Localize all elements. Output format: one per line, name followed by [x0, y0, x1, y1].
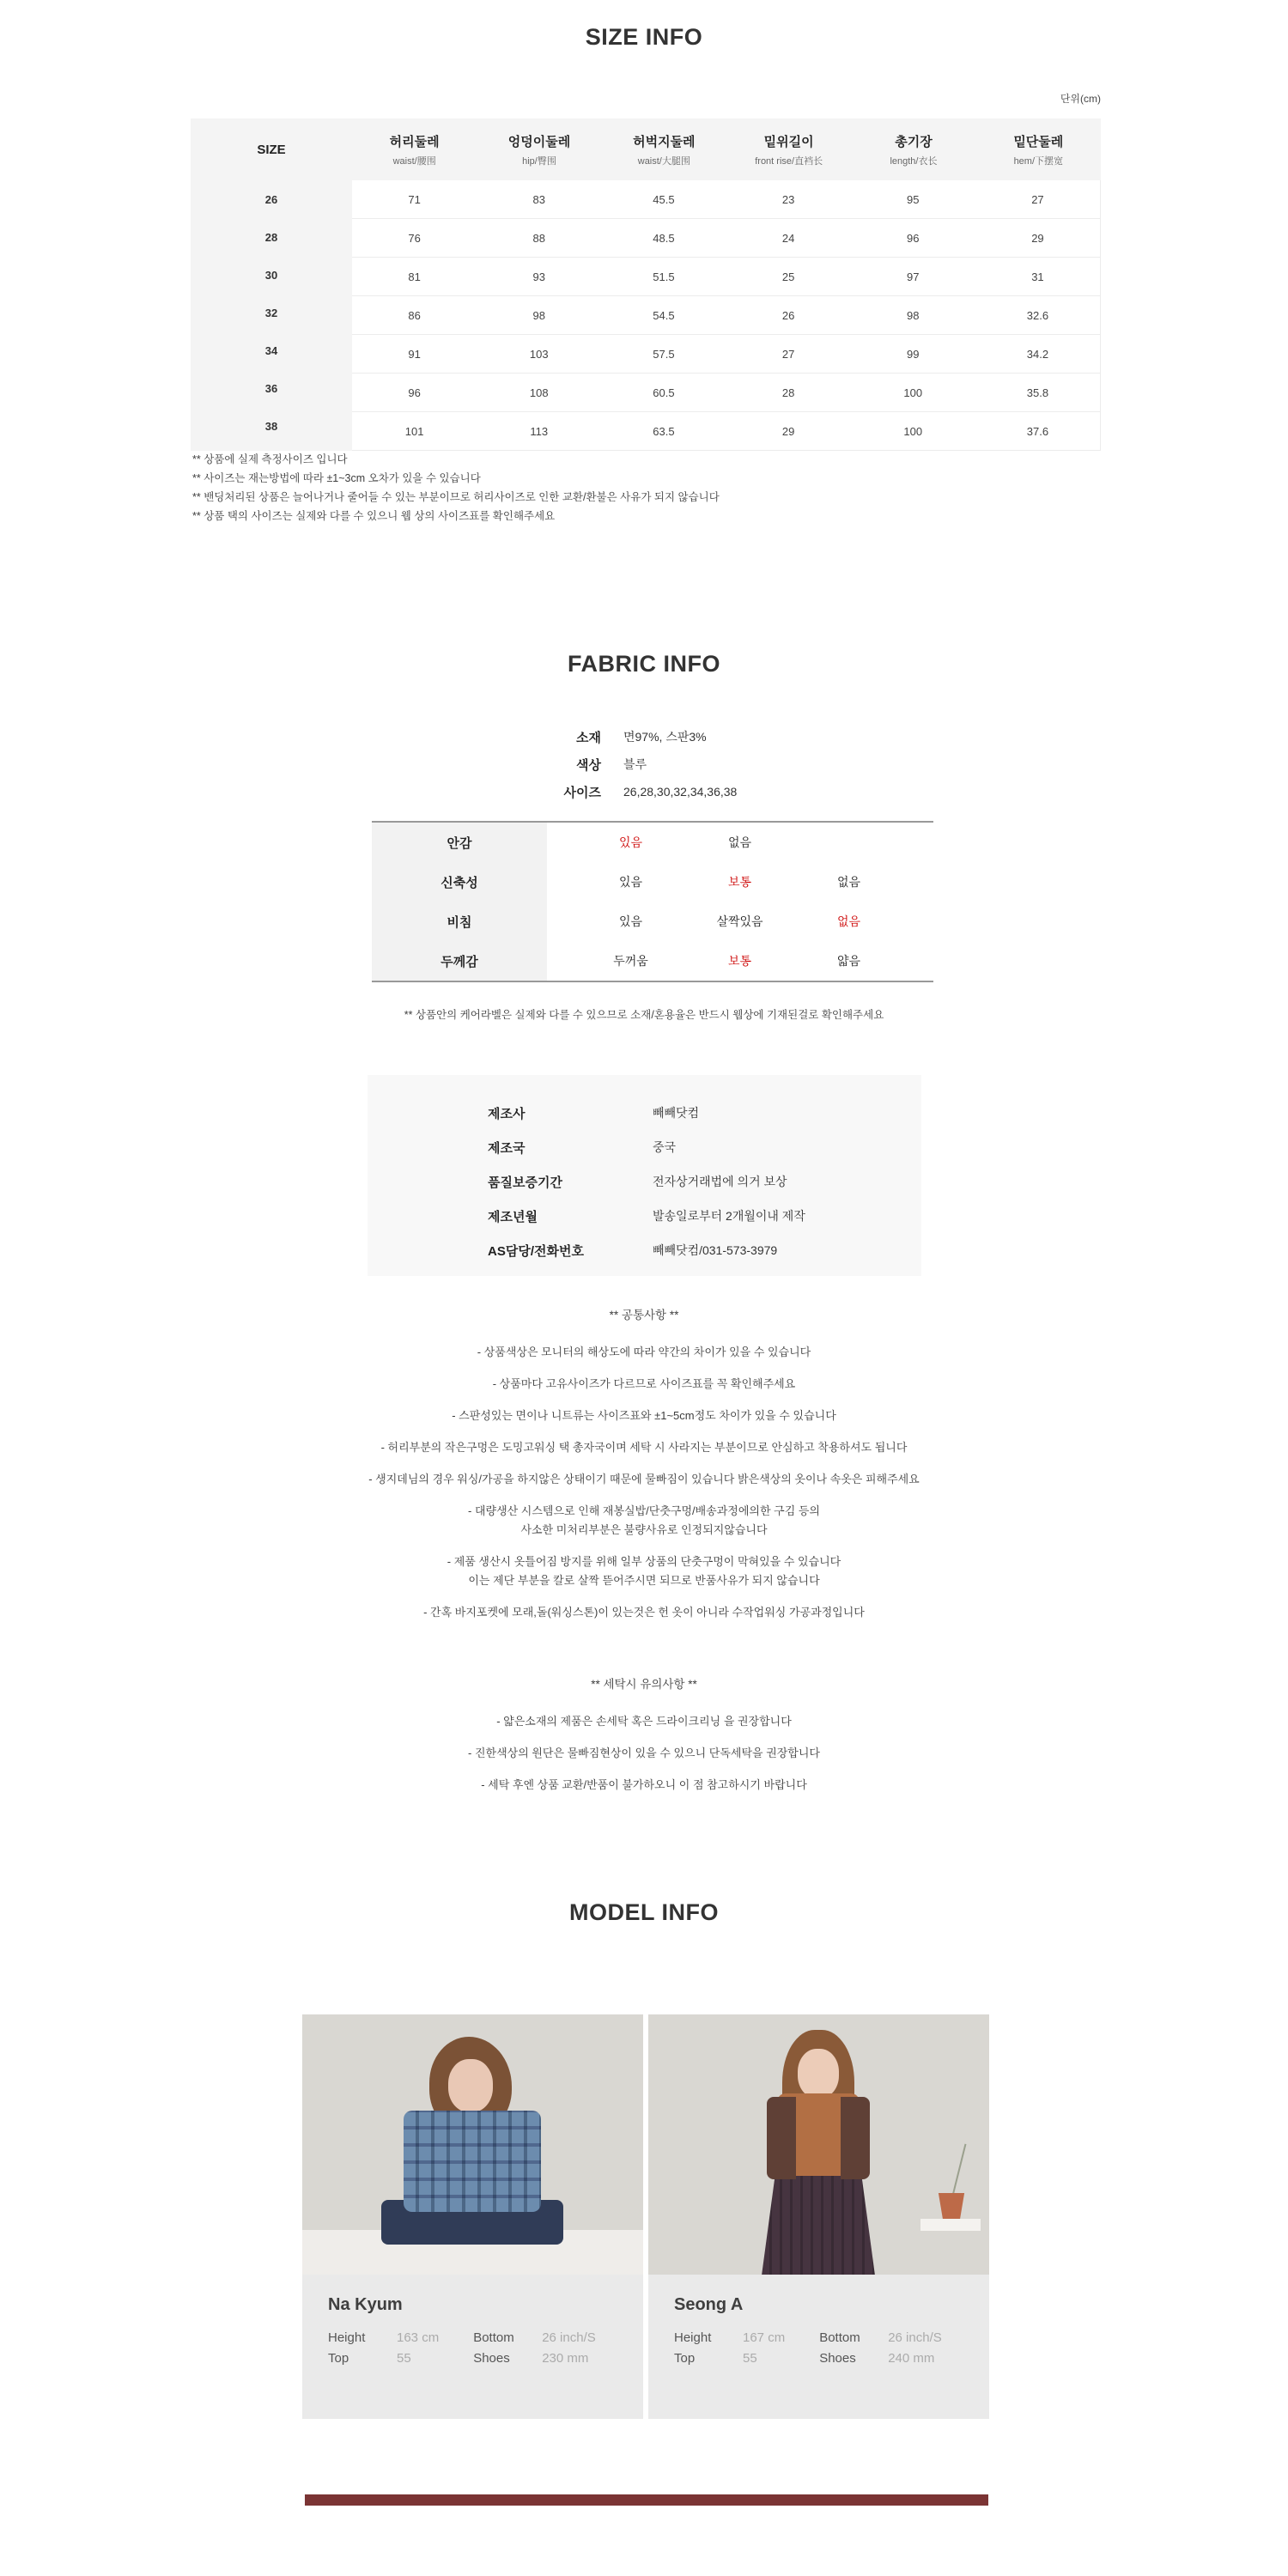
washing-notes-lines: [0, 1712, 1288, 1795]
column-header-korean: 밑위길이: [763, 134, 814, 149]
size-note-line: ** 상품 택의 사이즈는 실제와 다를 수 있으니 웹 상의 사이즈표를 확인해주세요: [192, 510, 556, 522]
washing-note-line: - 세탁 후엔 상품 교환/반품이 불가하오니 이 점 참고하시기 바랍니다: [481, 1778, 807, 1791]
fabric-spec-value: 26,28,30,32,34,36,38: [623, 785, 738, 799]
size-value-cell: 103: [529, 347, 549, 361]
size-value-cell: 93: [532, 270, 545, 283]
photo-face: [448, 2059, 493, 2112]
fabric-spec-label: 사이즈: [563, 785, 601, 800]
common-note-group: [0, 1343, 1288, 1362]
common-note-line: - 간혹 바지포켓에 모래,돌(워싱스톤)이 있는것은 헌 옷이 아니라 수작업워싱 가공과정입니다: [423, 1606, 865, 1619]
size-column-header: [352, 118, 477, 180]
stat-label: Bottom: [473, 2330, 514, 2345]
size-column-header: [602, 118, 726, 180]
size-value-cell: 31: [1031, 270, 1044, 283]
column-header-korean: 허리둘레: [389, 134, 440, 149]
manufacturer-row: [368, 1096, 921, 1130]
fabric-property-option: 없음: [836, 914, 861, 928]
model-photo-right: [648, 2014, 989, 2275]
size-table: [191, 118, 1101, 451]
common-note-line: 사소한 미처리부분은 불량사유로 인정되지않습니다: [520, 1523, 768, 1536]
size-value-cell: 83: [532, 192, 545, 206]
stat-label: Bottom: [819, 2330, 860, 2345]
size-value-cell: 57.5: [653, 347, 675, 361]
size-cell: 30: [264, 268, 278, 282]
fabric-spec-row: [361, 750, 737, 778]
fabric-property-option: 없음: [727, 835, 752, 849]
common-note-line: - 허리부분의 작은구멍은 도밍고워싱 택 총자국이며 세탁 시 사라지는 부분이므로 안심하고 착용하셔도 됩니다: [380, 1441, 908, 1454]
photo-vest: [767, 2097, 870, 2179]
size-value-cell: 28: [781, 386, 795, 399]
column-header-sub: waist/大腿围: [637, 155, 690, 167]
size-cell: 38: [264, 419, 278, 433]
size-value-cell: 23: [781, 192, 795, 206]
washing-note-line: - 진한색상의 원단은 물빠짐현상이 있을 수 있으니 단독세탁을 권장합니다: [468, 1747, 820, 1759]
size-value-cell: 32.6: [1026, 308, 1049, 322]
fabric-spec-row: [361, 723, 737, 750]
fabric-property-option: 두꺼움: [613, 954, 648, 968]
size-value-cell: 98: [532, 308, 545, 322]
size-value-cell: 96: [907, 231, 920, 245]
model-stats: [674, 2330, 989, 2366]
fabric-property-options: [547, 941, 933, 981]
model-stats: [328, 2330, 643, 2366]
fabric-specs: [361, 723, 737, 805]
washing-notes-title: ** 세탁시 유의사항 **: [591, 1678, 697, 1691]
column-header-korean: 엉덩이둘레: [507, 134, 571, 149]
manufacturer-row: [368, 1164, 921, 1199]
size-value-cell: 37.6: [1026, 424, 1049, 438]
model-card-left: [302, 2014, 643, 2419]
size-table-row: [352, 219, 1100, 258]
washing-note-group: [0, 1776, 1288, 1795]
size-value-cell: 26: [781, 308, 795, 322]
manufacturer-value: 전자상거래법에 의거 보상: [653, 1175, 787, 1188]
common-notes-section: [0, 1305, 1288, 1635]
column-header-korean: 허벅지둘레: [633, 134, 696, 149]
fabric-property-option: 있음: [618, 914, 643, 928]
fabric-property-option: 있음: [618, 835, 643, 849]
column-header-korean: 밑단둘레: [1013, 134, 1064, 149]
unit-label: 단위(cm): [1060, 93, 1101, 105]
common-note-line: - 대량생산 시스템으로 인해 재봉실밥/단춧구멍/배송과정에의한 구김 등의: [468, 1504, 820, 1517]
common-note-line: - 스판성있는 면이나 니트류는 사이즈표와 ±1~5cm정도 차이가 있을 수 있습니다: [452, 1409, 836, 1422]
stat-value: 26 inch/S: [542, 2330, 596, 2345]
column-header-sub: waist/腰围: [392, 155, 436, 167]
manufacturer-label: 품질보증기간: [488, 1175, 562, 1190]
size-value-cell: 27: [781, 347, 795, 361]
stat-value: 55: [743, 2351, 757, 2366]
size-value-cell: 91: [408, 347, 421, 361]
fabric-property-option: 없음: [836, 875, 861, 889]
column-header-korean: 총기장: [895, 134, 933, 149]
size-value-cell: 108: [529, 386, 549, 399]
manufacturer-row: [368, 1130, 921, 1164]
size-value-cell: 100: [903, 386, 923, 399]
size-table-row: [352, 374, 1100, 412]
fabric-property-row: [372, 941, 933, 981]
fabric-note: ** 상품안의 케어라벨은 실제와 다를 수 있으므로 소재/혼용율은 반드시 웹상에 기재된걸로 확인해주세요: [404, 1009, 884, 1021]
fabric-property-option: 보통: [727, 954, 752, 968]
column-header-sub: hip/臀围: [522, 155, 556, 167]
common-note-group: [0, 1552, 1288, 1590]
common-note-line: - 생지데님의 경우 워싱/가공을 하지않은 상태이기 때문에 물빠짐이 있습니다 밝은색상의 옷이나 속옷은 피해주세요: [368, 1473, 920, 1485]
washing-note-group: [0, 1712, 1288, 1731]
size-column-header: [726, 118, 851, 180]
size-column-header: [851, 118, 975, 180]
size-table-row: [352, 412, 1100, 451]
stat-label: Shoes: [473, 2351, 510, 2366]
size-table-row: [352, 296, 1100, 335]
fabric-property-table: [372, 821, 933, 982]
size-table-rows: [352, 180, 1101, 451]
size-value-cell: 96: [408, 386, 421, 399]
section-divider-bar: [305, 2494, 988, 2506]
size-value-cell: 35.8: [1026, 386, 1049, 399]
column-header-korean: SIZE: [257, 142, 286, 157]
size-column: [191, 180, 352, 451]
common-note-group: [0, 1470, 1288, 1489]
fabric-property-label: 신축성: [372, 862, 547, 902]
stat-label: Top: [674, 2351, 696, 2366]
size-table-header: [191, 118, 1101, 180]
washing-notes-section: [0, 1674, 1288, 1807]
size-column-header: [477, 118, 601, 180]
photo-skirt: [762, 2174, 875, 2275]
stat-label: Shoes: [819, 2351, 856, 2366]
fabric-property-row: [372, 902, 933, 941]
model-photo-left: [302, 2014, 643, 2275]
common-note-line: 이는 제단 부분을 칼로 살짝 뜯어주시면 되므로 반품사유가 되지 않습니다: [468, 1574, 820, 1587]
size-value-cell: 88: [532, 231, 545, 245]
washing-note-group: [0, 1744, 1288, 1763]
size-column-header: [191, 118, 352, 180]
size-value-cell: 27: [1031, 192, 1044, 206]
fabric-spec-label: 색상: [576, 757, 601, 773]
size-value-cell: 45.5: [653, 192, 675, 206]
manufacturer-label: 제조사: [488, 1106, 526, 1121]
fabric-property-options: [547, 862, 933, 902]
size-value-cell: 97: [907, 270, 920, 283]
size-cell: 28: [264, 230, 278, 244]
manufacturer-value: 빼빼닷컴: [653, 1106, 700, 1120]
size-value-cell: 48.5: [653, 231, 675, 245]
size-value-cell: 95: [907, 192, 920, 206]
manufacturer-row: [368, 1233, 921, 1267]
photo-pot: [936, 2193, 967, 2219]
common-note-group: [0, 1502, 1288, 1540]
stat-label: Top: [328, 2351, 349, 2366]
stat-value: 163 cm: [397, 2330, 440, 2345]
size-column-header: [976, 118, 1101, 180]
manufacturer-value: 발송일로부터 2개월이내 제작: [653, 1209, 805, 1223]
model-name: Na Kyum: [328, 2295, 403, 2314]
size-table-body: [191, 180, 1101, 451]
size-cell: 26: [264, 192, 278, 206]
stat-value: 26 inch/S: [888, 2330, 942, 2345]
model-info-title: MODEL INFO: [568, 1899, 719, 1925]
photo-plaid-top: [404, 2111, 541, 2212]
size-value-cell: 99: [907, 347, 920, 361]
size-value-cell: 98: [907, 308, 920, 322]
size-value-cell: 71: [408, 192, 421, 206]
size-table-row: [352, 180, 1100, 219]
size-cell: 36: [264, 381, 278, 395]
common-notes-lines: [0, 1343, 1288, 1622]
stat-value: 240 mm: [888, 2351, 935, 2366]
common-note-group: [0, 1603, 1288, 1622]
size-value-cell: 101: [404, 424, 424, 438]
manufacturer-label: 제조년월: [488, 1209, 538, 1224]
size-value-cell: 51.5: [653, 270, 675, 283]
fabric-property-option: 보통: [727, 875, 752, 889]
stat-value: 55: [397, 2351, 411, 2366]
size-value-cell: 60.5: [653, 386, 675, 399]
manufacturer-row: [368, 1199, 921, 1233]
fabric-property-label: 안감: [372, 823, 547, 862]
size-value-cell: 76: [408, 231, 421, 245]
fabric-spec-value: 면97%, 스판3%: [623, 730, 707, 744]
common-notes-title: ** 공통사항 **: [609, 1309, 679, 1321]
stat-label: Height: [328, 2330, 366, 2345]
size-table-row: [352, 258, 1100, 296]
size-note-line: ** 사이즈는 재는방법에 따라 ±1~3cm 오차가 있을 수 있습니다: [192, 472, 481, 484]
fabric-property-label: 비침: [372, 902, 547, 941]
size-value-cell: 54.5: [653, 308, 675, 322]
fabric-property-options: [547, 902, 933, 941]
column-header-sub: length/衣长: [890, 155, 938, 167]
fabric-property-option: 살짝있음: [716, 914, 763, 928]
size-cell: 32: [264, 306, 278, 319]
size-value-cell: 113: [530, 424, 549, 438]
size-value-cell: 29: [781, 424, 795, 438]
common-note-line: - 제품 생산시 옷틀어짐 방지를 위해 일부 상품의 단춧구멍이 막혀있을 수 있습니다: [447, 1555, 841, 1568]
size-info-title: SIZE INFO: [585, 24, 703, 50]
fabric-property-option: 있음: [618, 875, 643, 889]
size-value-cell: 81: [408, 270, 421, 283]
manufacturer-value: 중국: [653, 1140, 677, 1154]
fabric-spec-row: [361, 778, 737, 805]
size-value-cell: 29: [1031, 231, 1044, 245]
size-value-cell: 86: [408, 308, 421, 322]
photo-shelf: [920, 2219, 981, 2231]
model-panel-left: [302, 2275, 643, 2419]
size-value-cell: 100: [903, 424, 923, 438]
washing-note-line: - 얇은소재의 제품은 손세탁 혹은 드라이크리닝 을 권장합니다: [496, 1715, 792, 1728]
column-header-sub: front rise/直裆长: [755, 155, 823, 167]
fabric-property-row: [372, 823, 933, 862]
fabric-property-label: 두께감: [372, 941, 547, 981]
fabric-info-title: FABRIC INFO: [568, 651, 720, 677]
size-note-line: ** 밴딩처리된 상품은 늘어나거나 줄어들 수 있는 부분이므로 허리사이즈로 인한 교환/환불은 사유가 되지 않습니다: [192, 491, 720, 503]
size-note-line: ** 상품에 실제 측정사이즈 입니다: [192, 453, 348, 465]
fabric-property-option: 얇음: [836, 954, 861, 968]
common-note-line: - 상품색상은 모니터의 해상도에 따라 약간의 차이가 있을 수 있습니다: [477, 1346, 811, 1358]
manufacturer-label: 제조국: [488, 1140, 526, 1156]
column-header-sub: hem/下摆宽: [1013, 155, 1064, 167]
model-card-right: [648, 2014, 989, 2419]
photo-face: [798, 2049, 839, 2099]
common-note-group: [0, 1438, 1288, 1457]
model-name: Seong A: [674, 2295, 744, 2314]
size-value-cell: 34.2: [1026, 347, 1049, 361]
stat-value: 230 mm: [542, 2351, 589, 2366]
stat-value: 167 cm: [743, 2330, 786, 2345]
manufacturer-box: [368, 1075, 921, 1276]
photo-branch: [952, 2144, 967, 2196]
size-value-cell: 25: [781, 270, 795, 283]
size-notes: [192, 450, 720, 526]
size-cell: 34: [264, 343, 278, 357]
manufacturer-label: AS담당/전화번호: [488, 1243, 584, 1259]
fabric-property-options: [547, 823, 933, 862]
model-info-block: [302, 2014, 989, 2419]
model-panel-right: [648, 2275, 989, 2419]
fabric-spec-value: 블루: [623, 757, 647, 771]
common-note-group: [0, 1375, 1288, 1394]
size-value-cell: 24: [781, 231, 795, 245]
size-value-cell: 63.5: [653, 424, 675, 438]
common-note-group: [0, 1406, 1288, 1425]
fabric-property-row: [372, 862, 933, 902]
size-table-row: [352, 335, 1100, 374]
common-note-line: - 상품마다 고유사이즈가 다르므로 사이즈표를 꼭 확인해주세요: [492, 1377, 796, 1390]
manufacturer-value: 빼빼닷컴/031-573-3979: [653, 1243, 778, 1257]
stat-label: Height: [674, 2330, 712, 2345]
fabric-spec-label: 소재: [576, 730, 601, 745]
